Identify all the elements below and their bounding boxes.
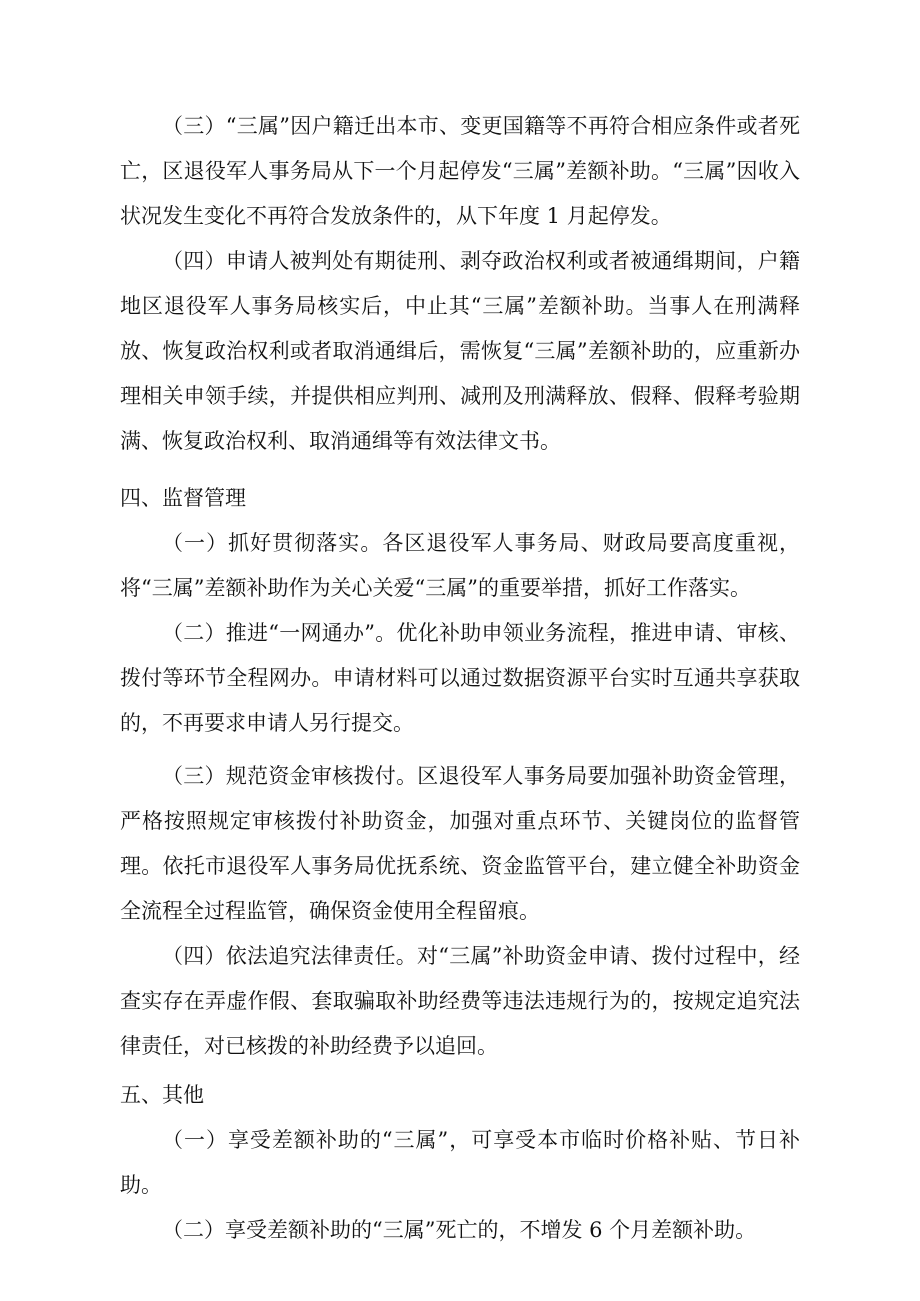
paragraph-death-rule: （二）享受差额补助的“三属”死亡的，不增发 6 个月差额补助。	[162, 1218, 757, 1242]
paragraph-stop-payment: （三）“三属”因户籍迁出本市、变更国籍等不再符合相应条件或者死亡，区退役军人事务局从下一个月起停发“三属”差额补助。“三属”因收入状况发生变化不再符合发放条件的，从下年度 1 月起停发。	[120, 114, 800, 228]
section-heading-other: 五、其他	[120, 1083, 204, 1107]
document-page	[120, 104, 800, 1253]
paragraph-subsidy-eligibility: （一）享受差额补助的“三属”，可享受本市临时价格补贴、节日补助。	[120, 1128, 800, 1197]
section-heading-supervision: 四、监督管理	[120, 486, 246, 510]
paragraph-legal-liability: （四）依法追究法律责任。对“三属”补助资金申请、拨付过程中，经查实存在弄虚作假、套取骗取补助经费等违法违规行为的，按规定追究法律责任，对已核拨的补助经费予以追回。	[120, 944, 800, 1058]
spacer	[120, 746, 800, 754]
paragraph-suspend-payment: （四）申请人被判处有期徒刑、剥夺政治权利或者被通缉期间，户籍地区退役军人事务局核实后，中止其“三属”差额补助。当事人在刑满释放、恢复政治权利或者取消通缉后，需恢复“三属”差额补助的，应重新办理相关申领手续，并提供相应判刑、减刑及刑满释放、假释、假释考验期满、恢复政治权利、取消通缉等有效法律文书。	[120, 249, 800, 453]
paragraph-implementation: （一）抓好贯彻落实。各区退役军人事务局、财政局要高度重视，将“三属”差额补助作为关心关爱“三属”的重要举措，抓好工作落实。	[120, 531, 800, 600]
paragraph-fund-review: （三）规范资金审核拨付。区退役军人事务局要加强补助资金管理，严格按照规定审核拨付补助资金，加强对重点环节、关键岗位的监督管理。依托市退役军人事务局优抚系统、资金监管平台，建立健全补助资金全流程全过程监管，确保资金使用全程留痕。	[120, 764, 800, 923]
paragraph-online-service: （二）推进“一网通办”。优化补助申领业务流程，推进申请、审核、拨付等环节全程网办。申请材料可以通过数据资源平台实时互通共享获取的，不再要求申请人另行提交。	[120, 621, 800, 735]
spacer	[120, 464, 800, 476]
